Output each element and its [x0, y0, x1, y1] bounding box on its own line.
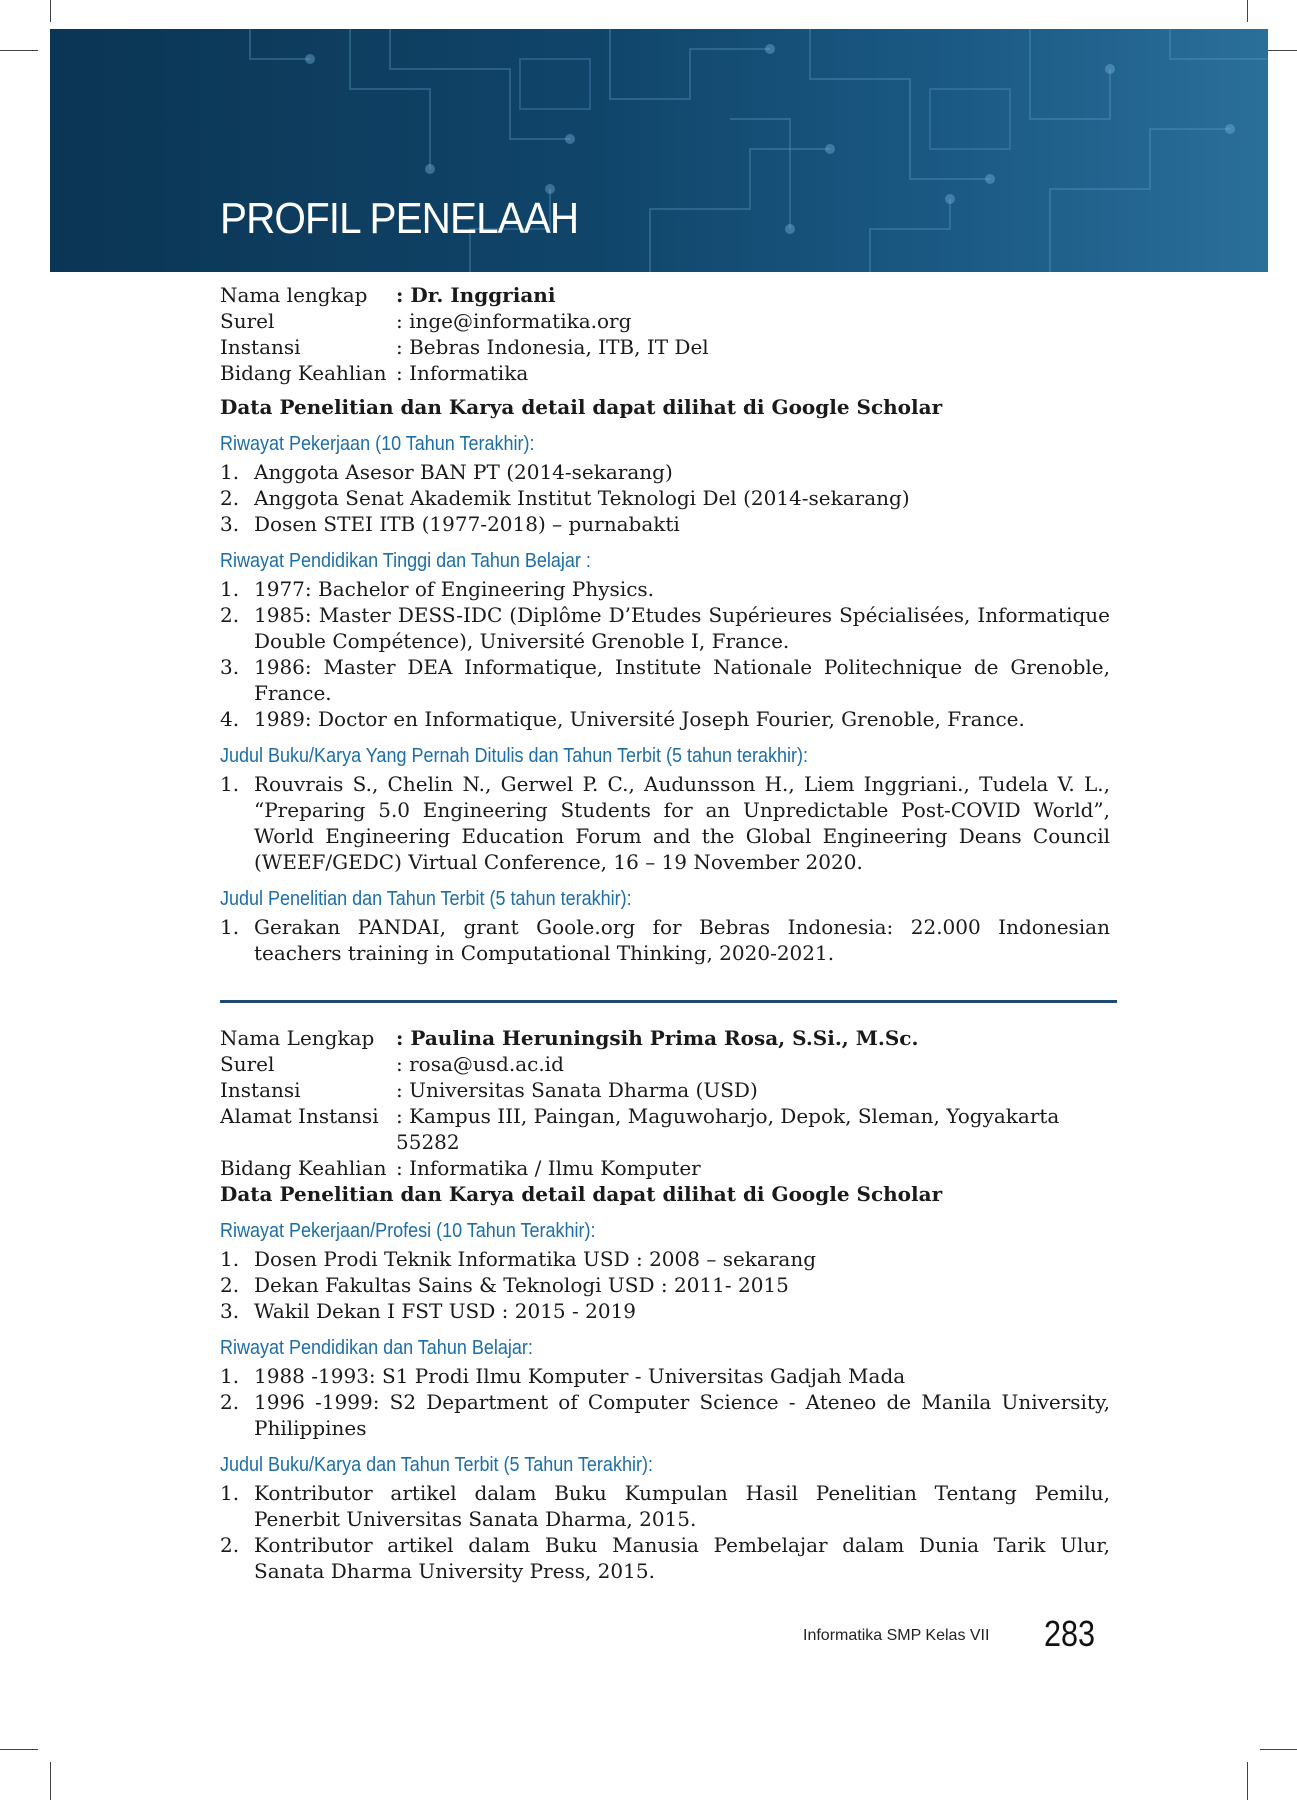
list-item — [220, 602, 1110, 654]
reviewer-profile-1 — [220, 282, 1110, 966]
info-row-email — [220, 308, 1110, 334]
section-heading: Riwayat Pendidikan dan Tahun Belajar: — [220, 1337, 533, 1359]
list-number: 4. — [220, 707, 240, 731]
section-heading: Riwayat Pekerjaan (10 Tahun Terakhir): — [220, 433, 535, 455]
reviewer-profile-2 — [220, 1025, 1110, 1584]
list-text: Wakil Dekan I FST USD : 2015 - 2019 — [254, 1299, 637, 1323]
list-item — [220, 1298, 1110, 1324]
info-value: : Kampus III, Paingan, Maguwoharjo, Depok, Sleman, Yogyakarta 55282 — [396, 1104, 1060, 1154]
section-heading: Judul Buku/Karya dan Tahun Terbit (5 Tahun Terakhir): — [220, 1454, 653, 1476]
profile-info-table — [220, 282, 1110, 386]
list-item — [220, 511, 1110, 537]
info-row-address — [220, 1103, 1110, 1155]
list-text: 1989: Doctor en Informatique, Université Joseph Fourier, Grenoble, France. — [254, 707, 1025, 731]
list-item — [220, 1246, 1110, 1272]
section-heading: Riwayat Pendidikan Tinggi dan Tahun Belajar : — [220, 550, 591, 572]
info-row-name — [220, 1025, 1110, 1051]
list-item — [220, 1363, 1110, 1389]
info-label: Instansi — [220, 335, 301, 359]
info-label: Bidang Keahlian — [220, 1156, 387, 1180]
section-heading: Judul Penelitian dan Tahun Terbit (5 tahun terakhir): — [220, 888, 632, 910]
list-text: Kontributor artikel dalam Buku Kumpulan Hasil Penelitian Tentang Pemilu, Penerbit Universitas Sanata Dharma, 2015. — [254, 1481, 1110, 1531]
list-item — [220, 654, 1110, 706]
info-value: : Informatika — [396, 361, 529, 385]
scholar-note: Data Penelitian dan Karya detail dapat dilihat di Google Scholar — [220, 1182, 943, 1206]
list-item — [220, 1272, 1110, 1298]
info-label: Nama Lengkap — [220, 1026, 375, 1050]
publications-list — [220, 1480, 1110, 1584]
crop-mark — [50, 0, 51, 22]
section-heading: Judul Buku/Karya Yang Pernah Ditulis dan Tahun Terbit (5 tahun terakhir): — [220, 745, 809, 767]
list-text: 1977: Bachelor of Engineering Physics. — [254, 577, 655, 601]
list-text: 1986: Master DEA Informatique, Institute Nationale Politechnique de Grenoble, France. — [254, 655, 1110, 705]
footer-book-title: Informatika SMP Kelas VII — [803, 1627, 990, 1644]
list-number: 1. — [220, 915, 240, 939]
info-row-institution — [220, 334, 1110, 360]
list-item — [220, 459, 1110, 485]
education-list — [220, 576, 1110, 732]
info-row-institution — [220, 1077, 1110, 1103]
crop-mark — [1247, 1762, 1248, 1800]
info-value: : Bebras Indonesia, ITB, IT Del — [396, 335, 709, 359]
crop-mark — [50, 1762, 51, 1800]
list-number: 1. — [220, 577, 240, 601]
list-text: Gerakan PANDAI, grant Goole.org for Bebras Indonesia: 22.000 Indonesian teachers training in Computational Thinking, 2020-2021. — [254, 915, 1110, 965]
info-row-expertise — [220, 360, 1110, 386]
crop-mark — [0, 50, 38, 51]
list-number: 1. — [220, 1247, 240, 1271]
info-value: : Paulina Heruningsih Prima Rosa, S.Si., M.Sc. — [396, 1026, 919, 1050]
list-number: 2. — [220, 486, 240, 510]
info-value: : rosa@usd.ac.id — [396, 1052, 564, 1076]
list-text: 1988 -1993: S1 Prodi Ilmu Komputer - Universitas Gadjah Mada — [254, 1364, 906, 1388]
list-text: Rouvrais S., Chelin N., Gerwel P. C., Audunsson H., Liem Inggriani., Tudela V. L., “Preparing 5.0 Engineering Students for an Unpredictable Post-COVID World”, World Engineering Education Forum and the Global Engineering Deans Council (WEEF/GEDC) Virtual Conference, 16 – 19 November 2020. — [254, 772, 1110, 874]
info-label: Alamat Instansi — [220, 1104, 379, 1128]
list-item — [220, 914, 1110, 966]
info-label: Bidang Keahlian — [220, 361, 387, 385]
info-label: Surel — [220, 309, 275, 333]
list-number: 2. — [220, 1273, 240, 1297]
list-number: 2. — [220, 603, 240, 627]
info-label: Nama lengkap — [220, 283, 368, 307]
profile-info-table — [220, 1025, 1110, 1181]
list-item — [220, 1532, 1110, 1584]
list-number: 3. — [220, 1299, 240, 1323]
list-item — [220, 485, 1110, 511]
list-text: Anggota Asesor BAN PT (2014-sekarang) — [254, 460, 673, 484]
info-row-name — [220, 282, 1110, 308]
info-value: : Universitas Sanata Dharma (USD) — [396, 1078, 758, 1102]
list-number: 1. — [220, 1364, 240, 1388]
list-number: 2. — [220, 1533, 240, 1557]
list-text: Dosen Prodi Teknik Informatika USD : 2008 – sekarang — [254, 1247, 817, 1271]
info-value: : Dr. Inggriani — [396, 283, 556, 307]
education-list — [220, 1363, 1110, 1441]
list-number: 3. — [220, 512, 240, 536]
info-value: : inge@informatika.org — [396, 309, 632, 333]
info-label: Instansi — [220, 1078, 301, 1102]
list-text: 1985: Master DESS-IDC (Diplôme D’Etudes Supérieures Spécialisées, Informatique Double Compétence), Université Grenoble I, France. — [254, 603, 1110, 653]
header-banner — [50, 29, 1268, 272]
list-number: 2. — [220, 1390, 240, 1414]
list-number: 1. — [220, 772, 240, 796]
list-item — [220, 1480, 1110, 1532]
page-title: PROFIL PENELAAH — [220, 194, 579, 243]
list-text: Anggota Senat Akademik Institut Teknologi Del (2014-sekarang) — [254, 486, 910, 510]
scholar-note: Data Penelitian dan Karya detail dapat dilihat di Google Scholar — [220, 395, 943, 419]
list-item — [220, 1389, 1110, 1441]
crop-mark — [1260, 1749, 1297, 1750]
research-list — [220, 914, 1110, 966]
list-text: Dosen STEI ITB (1977-2018) – purnabakti — [254, 512, 680, 536]
info-label: Surel — [220, 1052, 275, 1076]
work-history-list — [220, 1246, 1110, 1324]
info-row-email — [220, 1051, 1110, 1077]
info-row-expertise — [220, 1155, 1110, 1181]
section-heading: Riwayat Pekerjaan/Profesi (10 Tahun Terakhir): — [220, 1220, 596, 1242]
list-text: 1996 -1999: S2 Department of Computer Science - Ateneo de Manila University, Philippines — [254, 1390, 1110, 1440]
list-text: Dekan Fakultas Sains & Teknologi USD : 2011- 2015 — [254, 1273, 789, 1297]
list-number: 1. — [220, 1481, 240, 1505]
info-value: : Informatika / Ilmu Komputer — [396, 1156, 701, 1180]
page-number: 283 — [1044, 1613, 1096, 1654]
list-number: 1. — [220, 460, 240, 484]
crop-mark — [1247, 0, 1248, 22]
crop-mark — [0, 1749, 38, 1750]
section-divider — [220, 1000, 1117, 1003]
work-history-list — [220, 459, 1110, 537]
publications-list — [220, 771, 1110, 875]
list-number: 3. — [220, 655, 240, 679]
list-item — [220, 706, 1110, 732]
list-item — [220, 576, 1110, 602]
list-text: Kontributor artikel dalam Buku Manusia Pembelajar dalam Dunia Tarik Ulur, Sanata Dharma University Press, 2015. — [254, 1533, 1110, 1583]
list-item — [220, 771, 1110, 875]
profile-content — [220, 282, 1110, 1584]
